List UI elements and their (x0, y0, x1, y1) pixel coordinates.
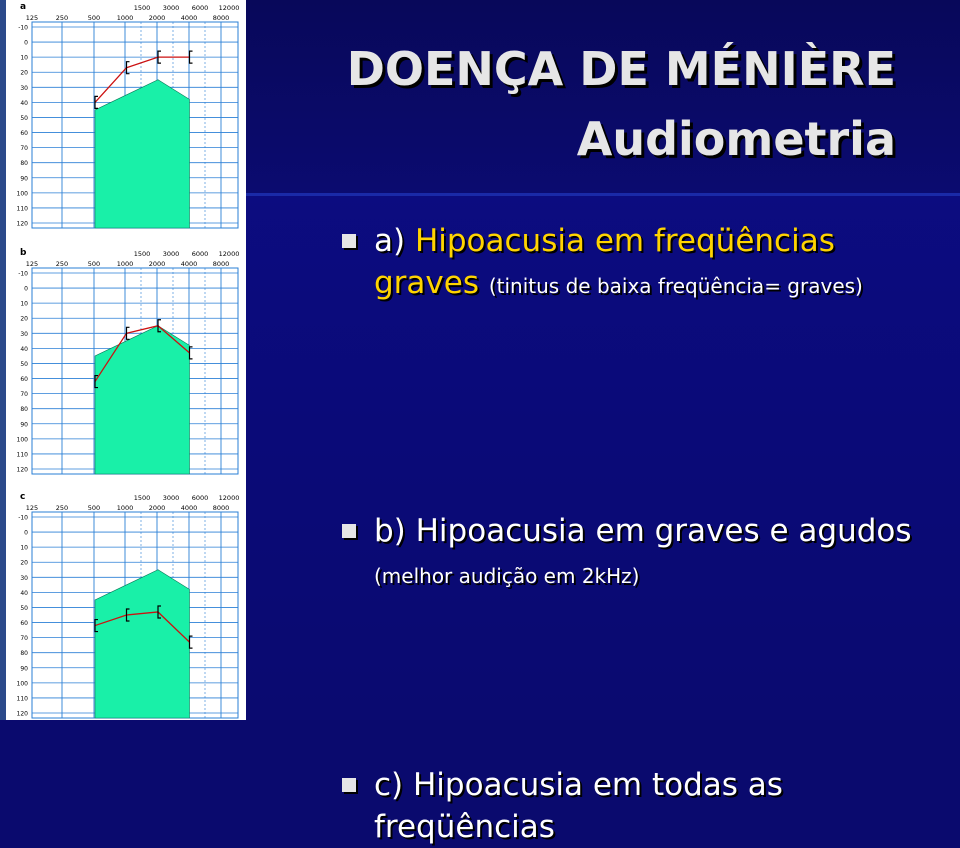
bullet-b-main: b) Hipoacusia em graves e agudos (374, 513, 912, 549)
db-label: 120 (16, 466, 28, 474)
db-label: 120 (16, 710, 28, 718)
freq-top-label: 6000 (191, 4, 209, 12)
bullet-item-a (340, 220, 920, 304)
freq-bottom-label: 4000 (180, 260, 198, 268)
db-label: 20 (20, 69, 28, 77)
panel-letter: b (20, 248, 27, 258)
right-margin (240, 0, 246, 720)
bullet-a-prefix: a) (374, 223, 415, 259)
db-label: 100 (16, 190, 28, 198)
db-label: 0 (24, 285, 28, 293)
db-label: 30 (20, 574, 28, 582)
freq-bottom-label: 8000 (212, 504, 230, 512)
db-label: 0 (24, 39, 28, 47)
db-label: 90 (20, 421, 28, 429)
freq-top-label: 12000 (218, 250, 240, 258)
db-label: 10 (20, 54, 28, 62)
bullet-a-note: (tinitus de baixa freqüência= graves) (488, 274, 863, 298)
freq-bottom-label: 2000 (148, 260, 166, 268)
freq-bottom-label: 1000 (116, 14, 134, 22)
freq-bottom-label: 500 (87, 14, 101, 22)
db-label: 70 (20, 635, 28, 643)
freq-top-label: 12000 (218, 4, 240, 12)
freq-top-label: 1500 (133, 494, 151, 502)
left-edge (0, 0, 6, 720)
freq-top-label: 1500 (133, 4, 151, 12)
db-label: 110 (16, 695, 28, 703)
freq-bottom-label: 2000 (148, 504, 166, 512)
freq-top-label: 1500 (133, 250, 151, 258)
freq-top-label: 3000 (162, 494, 180, 502)
freq-bottom-label: 250 (55, 260, 69, 268)
freq-bottom-label: 125 (25, 260, 39, 268)
freq-top-label: 12000 (218, 494, 240, 502)
db-label: 90 (20, 175, 28, 183)
db-label: 60 (20, 130, 28, 138)
db-label: 80 (20, 650, 28, 658)
freq-bottom-label: 125 (25, 14, 39, 22)
audiogram-panel (0, 0, 246, 720)
freq-bottom-label: 8000 (212, 14, 230, 22)
db-label: 40 (20, 589, 28, 597)
freq-top-label: 6000 (191, 250, 209, 258)
db-label: 30 (20, 330, 28, 338)
db-label: 20 (20, 315, 28, 323)
freq-bottom-label: 500 (87, 260, 101, 268)
db-label: -10 (18, 24, 28, 32)
freq-top-label: 3000 (162, 4, 180, 12)
slide-title: DOENÇA DE MÉNIÈRE (346, 42, 896, 96)
db-label: 80 (20, 406, 28, 414)
freq-bottom-label: 125 (25, 504, 39, 512)
bullet-item-b (340, 510, 920, 594)
freq-top-label: 3000 (162, 250, 180, 258)
db-label: 60 (20, 620, 28, 628)
freq-top-label: 6000 (191, 494, 209, 502)
db-label: 10 (20, 544, 28, 552)
bullet-a-highlight: Hipoacusia em freqüências graves (374, 223, 835, 301)
freq-bottom-label: 8000 (212, 260, 230, 268)
db-label: 90 (20, 665, 28, 673)
bullet-item-c (340, 764, 920, 848)
freq-bottom-label: 1000 (116, 260, 134, 268)
db-label: 60 (20, 376, 28, 384)
bullet-list (340, 220, 920, 845)
db-label: 40 (20, 345, 28, 353)
db-label: 100 (16, 436, 28, 444)
freq-bottom-label: 1000 (116, 504, 134, 512)
db-label: 0 (24, 529, 28, 537)
panel-letter: a (20, 2, 27, 12)
freq-bottom-label: 4000 (180, 14, 198, 22)
db-label: 10 (20, 300, 28, 308)
slide-subtitle: Audiometria (576, 112, 896, 166)
db-label: 70 (20, 145, 28, 153)
db-label: 110 (16, 205, 28, 213)
bullet-square-icon (342, 778, 356, 792)
bullet-square-icon (342, 234, 356, 248)
db-label: 50 (20, 114, 28, 122)
db-label: 30 (20, 84, 28, 92)
db-label: 50 (20, 360, 28, 368)
db-label: 70 (20, 391, 28, 399)
freq-bottom-label: 500 (87, 504, 101, 512)
db-label: -10 (18, 270, 28, 278)
freq-bottom-label: 250 (55, 14, 69, 22)
db-label: 50 (20, 604, 28, 612)
bullet-b-note: (melhor audição em 2kHz) (374, 564, 640, 588)
bullet-square-icon (342, 524, 356, 538)
db-label: 80 (20, 160, 28, 168)
db-label: 40 (20, 99, 28, 107)
panel-letter: c (20, 492, 26, 502)
freq-bottom-label: 4000 (180, 504, 198, 512)
bullet-c-main: c) Hipoacusia em todas as freqüências (374, 767, 783, 845)
freq-bottom-label: 2000 (148, 14, 166, 22)
db-label: 120 (16, 220, 28, 228)
freq-bottom-label: 250 (55, 504, 69, 512)
db-label: 110 (16, 451, 28, 459)
db-label: 20 (20, 559, 28, 567)
db-label: -10 (18, 514, 28, 522)
db-label: 100 (16, 680, 28, 688)
